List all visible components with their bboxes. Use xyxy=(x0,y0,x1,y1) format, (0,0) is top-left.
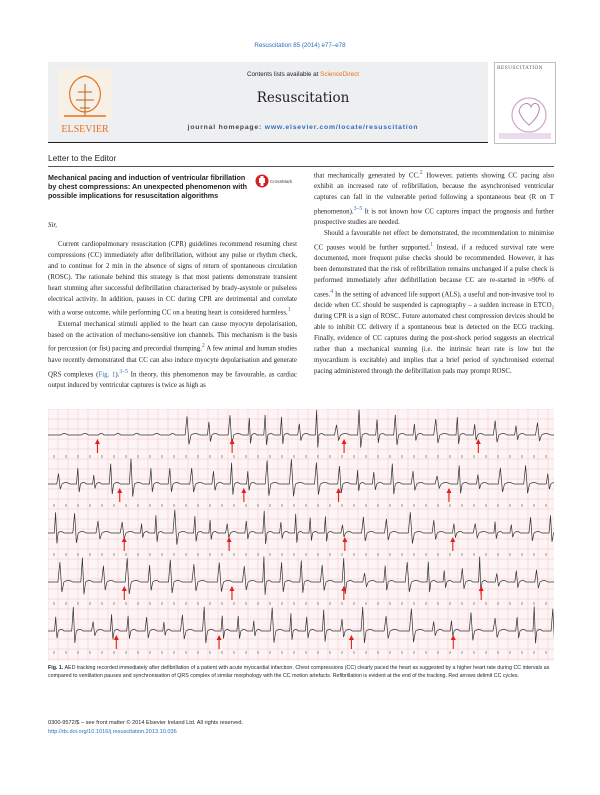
left-column xyxy=(48,240,297,392)
citation-ref[interactable]: 2 xyxy=(201,343,205,350)
right-p1-text-c: It is not known how CC captures impact the prognosis and further prospective studies are needed. xyxy=(314,208,554,227)
citation-line[interactable]: Resuscitation 85 (2014) e77–e78 xyxy=(254,42,346,49)
crossmark-badge[interactable] xyxy=(255,172,295,192)
journal-cover xyxy=(494,62,556,144)
right-column xyxy=(314,168,554,378)
crossmark-icon xyxy=(255,172,295,192)
left-p2-text-b: A few animal and human studies have recently demonstrated that CC can also induce myocyte depolarisation and generate QRS complexes ( xyxy=(48,345,297,378)
right-p2-text-c: In the setting of advanced life support (ALS), a useful and non-invasive tool to decide when CC should be suspended is capnography – a sudden increase in ETCO₂ during CPR is a sign of ROSC. Future automated chest compression devices should be able to inhibit CC delivery if a spontaneous beat is detected on the ECG tracking. Finally, evidence of CC captures during the post-shock period suggests an electrical rather than a mechanical stunning (i.e. the intrinsic heart rate is low but the myocardium is excitable) and implies that a brief period of synchronised external pacing administered through the defibrillation pads may prompt ROSC. xyxy=(314,291,554,375)
paragraph-3 xyxy=(314,168,554,229)
right-p2-text-a: Should a favourable net effect be demonstrated, the recommendation to minimise CC pauses would be further supported. xyxy=(314,230,554,252)
salutation: Sir, xyxy=(48,222,57,229)
elsevier-logo xyxy=(52,66,118,138)
left-p1-text: Current cardiopulmonary resuscitation (CPR) guidelines recommend resuming chest compressions (CC) immediately after defibrillation, without any pulse or rhythm check, and to continue for 2 min in the absence of signs of return of spontaneous circulation (ROSC). The rationale behind this strategy is that most patients demonstrate transient heart stunning after successful defibrillation characterised by brady-asystole or pulseless electrical activity. In addition, pauses in CC during CPR are detrimental and correlate with a worse outcome, while performing CC on a beating heart is considered harmless. xyxy=(48,241,297,317)
ecg-tracking-figure xyxy=(48,409,554,661)
crossmark-label: CrossMark xyxy=(270,179,293,184)
citation-ref[interactable]: 2 xyxy=(419,170,423,176)
right-p1-text-b: However, patients showing CC pacing also exhibit an increased rate of refibrillation, because the asynchronised ventricular captures can fall in the vulnerable period following a spontaneous beat (R on T phenomenon). xyxy=(314,172,554,216)
left-p2-text-a: External mechanical stimuli applied to the heart can cause myocyte depolarisation, based on the activation of mechano-sensitive ion channels. This mechanism is the basis for percussion (or fist) pacing and precordial thumping. xyxy=(48,320,297,353)
paragraph-2 xyxy=(48,320,297,392)
contents-line xyxy=(118,71,488,78)
section-divider xyxy=(48,166,554,167)
homepage-prefix: journal homepage: xyxy=(187,124,263,131)
citation-ref[interactable]: 1 xyxy=(430,242,434,249)
paragraph-1 xyxy=(48,240,297,320)
citation-ref[interactable]: 3–5 xyxy=(119,368,129,375)
right-p1-text-a: that mechanically generated by CC. xyxy=(314,172,420,180)
left-p2-text-d: In theory, this phenomenon may be favourable, as cardiac output induced by ventricular captures is twice as high as xyxy=(48,370,297,389)
cover-title: RESUSCITATION xyxy=(497,66,544,71)
elsevier-wordmark: ELSEVIER xyxy=(61,124,109,135)
journal-homepage xyxy=(118,124,488,131)
journal-title: Resuscitation xyxy=(256,90,350,106)
issn-line: 0300-9572/$ – see front matter © 2014 Elsevier Ireland Ltd. All rights reserved. xyxy=(48,720,244,726)
caption-text: AED tracking recorded immediately after defibrillation of a patient with acute myocardial infarction. Chest compressions (CC) clearly paced the heart as suggested by a higher heart rate during CC intervals as compared to ventilation pauses and synchronisation of QRS complex of similar morphology with the CC motion artefacts. Refibrillation is evident at the end of the tracking. Red arrows delimit CC cycles. xyxy=(48,665,550,679)
paragraph-4 xyxy=(314,229,554,377)
sciencedirect-link[interactable]: ScienceDirect xyxy=(320,71,359,78)
right-p2-text-b: Instead, if a reduced survival rate were documented, more frequent pulse checks should be recommended. However, it has been demonstrated that the risk of refibrillation remains unchanged if a pulse check is performed immediately after defibrillation because CC are re-started in ≈90% of cases. xyxy=(314,244,554,299)
citation-ref[interactable]: 3–5 xyxy=(353,206,363,213)
figure-caption xyxy=(48,665,554,680)
contents-prefix: Contents lists available at xyxy=(246,71,319,78)
figure-link[interactable]: Fig. 1 xyxy=(98,370,116,378)
citation-ref[interactable]: 1 xyxy=(287,307,291,314)
page-footer xyxy=(48,719,243,736)
article-title: Mechanical pacing and induction of ventricular fibrillation by chest compressions: An unexpected phenomenon with possible implications for resuscitation algorithms xyxy=(48,173,248,200)
citation-ref[interactable]: 4 xyxy=(330,288,334,295)
left-p2-text-c: ). xyxy=(115,370,120,378)
cover-art xyxy=(495,63,555,143)
section-label: Letter to the Editor xyxy=(48,153,117,163)
doi-link[interactable]: http://dx.doi.org/10.1016/j.resuscitation.2013.10.036 xyxy=(48,728,177,735)
caption-label: Fig. 1. xyxy=(48,665,64,671)
homepage-link[interactable]: www.elsevier.com/locate/resuscitation xyxy=(264,124,419,131)
